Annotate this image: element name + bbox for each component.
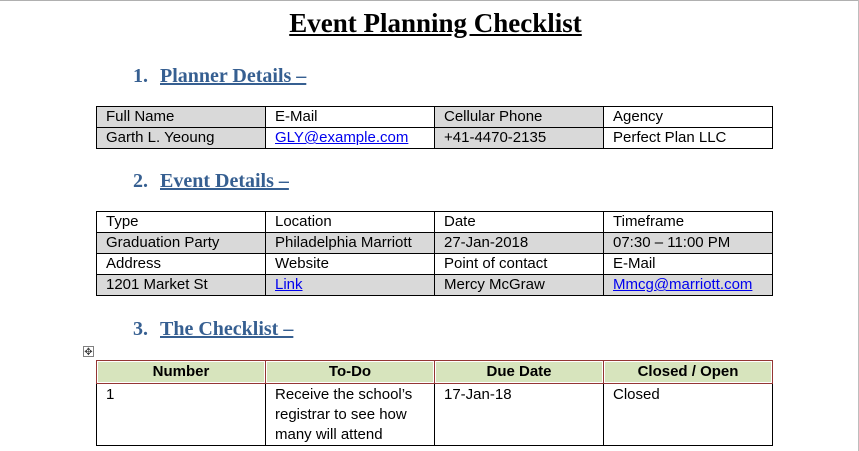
- header-full-name: Full Name: [97, 107, 266, 128]
- event-timeframe: 07:30 – 11:00 PM: [604, 233, 773, 254]
- header-timeframe: Timeframe: [604, 212, 773, 233]
- header-address: Address: [97, 254, 266, 275]
- move-cross-icon[interactable]: ✥: [84, 347, 93, 358]
- header-todo: To-Do: [266, 361, 435, 384]
- planner-agency: Perfect Plan LLC: [604, 128, 773, 149]
- header-point-of-contact: Point of contact: [435, 254, 604, 275]
- checklist-due-date: 17-Jan-18: [435, 384, 604, 446]
- header-due-date: Due Date: [435, 361, 604, 384]
- table-header-row: [97, 212, 773, 233]
- table-row: [97, 384, 773, 446]
- table-row: [97, 275, 773, 296]
- header-date: Date: [435, 212, 604, 233]
- section-title: The Checklist –: [160, 318, 294, 340]
- section-number: 1.: [133, 65, 148, 87]
- event-date: 27-Jan-2018: [435, 233, 604, 254]
- table-header-row: [97, 107, 773, 128]
- event-type: Graduation Party: [97, 233, 266, 254]
- header-website: Website: [266, 254, 435, 275]
- planner-phone: +41-4470-2135: [435, 128, 604, 149]
- header-type: Type: [97, 212, 266, 233]
- planner-email-cell: [266, 128, 435, 149]
- planner-email-link[interactable]: GLY@example.com: [275, 129, 409, 146]
- planner-details-table: [96, 106, 773, 149]
- header-agency: Agency: [604, 107, 773, 128]
- section-title: Event Details –: [160, 170, 289, 192]
- checklist-todo: Receive the school’s registrar to see how many will attend: [266, 384, 435, 446]
- table-header-row: [97, 361, 773, 384]
- section-heading-event: [133, 169, 289, 193]
- event-website-link[interactable]: Link: [275, 276, 303, 293]
- checklist-status: Closed: [604, 384, 773, 446]
- header-email: E-Mail: [266, 107, 435, 128]
- event-address: 1201 Market St: [97, 275, 266, 296]
- event-email-cell: [604, 275, 773, 296]
- event-location: Philadelphia Marriott: [266, 233, 435, 254]
- event-contact: Mercy McGraw: [435, 275, 604, 296]
- section-number: 2.: [133, 170, 148, 192]
- event-details-table: [96, 211, 773, 296]
- header-closed-open: Closed / Open: [604, 361, 773, 384]
- table-header-row: [97, 254, 773, 275]
- event-website-cell: [266, 275, 435, 296]
- section-heading-planner: [133, 64, 306, 88]
- section-heading-checklist: [133, 317, 293, 341]
- header-number: Number: [97, 361, 266, 384]
- table-row: [97, 128, 773, 149]
- section-number: 3.: [133, 318, 148, 340]
- planner-name: Garth L. Yeoung: [97, 128, 266, 149]
- event-email-link[interactable]: Mmcg@marriott.com: [613, 276, 753, 293]
- page-top-border: [0, 0, 859, 1]
- header-location: Location: [266, 212, 435, 233]
- header-email: E-Mail: [604, 254, 773, 275]
- header-cellular-phone: Cellular Phone: [435, 107, 604, 128]
- checklist-table: [96, 360, 773, 446]
- section-title: Planner Details –: [160, 65, 307, 87]
- document-title: Event Planning Checklist: [289, 8, 582, 38]
- table-row: [97, 233, 773, 254]
- checklist-number: 1: [97, 384, 266, 446]
